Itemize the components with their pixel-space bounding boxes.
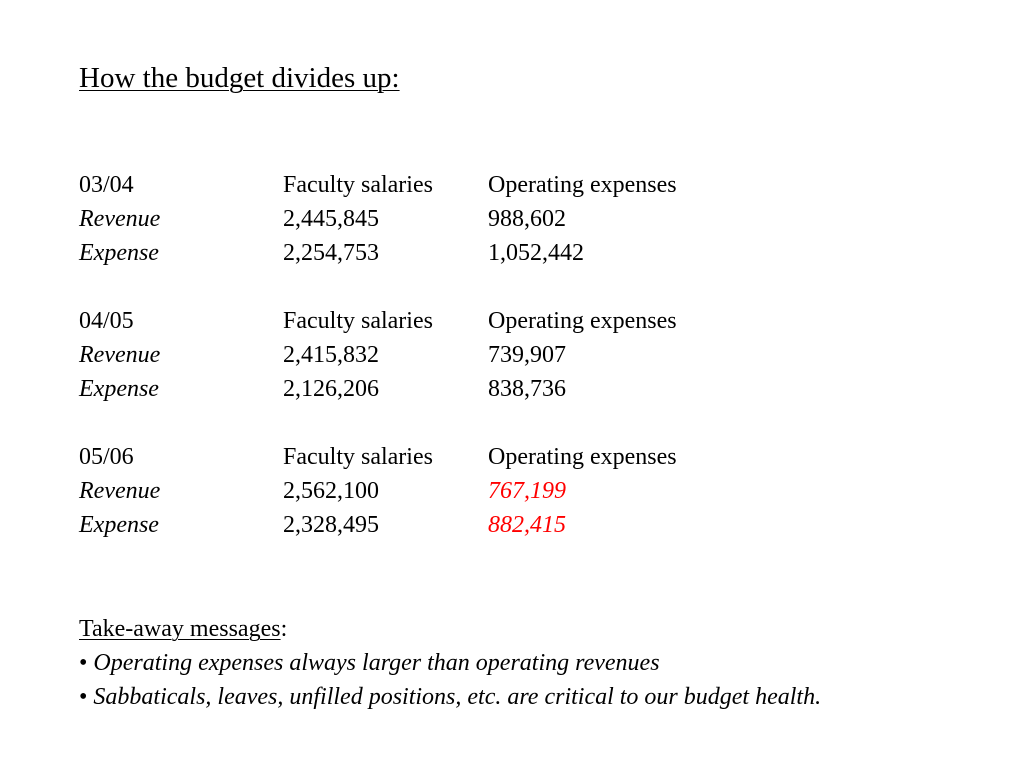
revenue-faculty-salaries-value: 2,445,845	[283, 206, 379, 232]
takeaway-heading-line	[79, 612, 999, 646]
revenue-operating-value: 988,602	[488, 206, 566, 232]
expense-label: Expense	[79, 240, 159, 266]
expense-row	[79, 372, 779, 406]
takeaway-item	[79, 680, 999, 714]
revenue-row	[79, 202, 779, 236]
year-header-row	[79, 304, 779, 338]
revenue-operating-value: 739,907	[488, 342, 566, 368]
revenue-faculty-salaries-value: 2,562,100	[283, 478, 379, 504]
expense-operating-value: 838,736	[488, 376, 566, 402]
bullet-icon: •	[79, 684, 88, 710]
expense-row	[79, 236, 779, 270]
revenue-row	[79, 474, 779, 508]
column-header-operating-expenses: Operating expenses	[488, 308, 677, 334]
year-label: 04/05	[79, 308, 134, 334]
takeaway-heading: Take-away messages	[79, 616, 281, 642]
page-title: How the budget divides up:	[79, 62, 400, 94]
takeaway-section	[79, 612, 999, 714]
expense-label: Expense	[79, 376, 159, 402]
budget-year-block	[79, 304, 779, 406]
bullet-icon: •	[79, 650, 88, 676]
takeaway-colon: :	[280, 616, 288, 642]
takeaway-item-text: Sabbaticals, leaves, unfilled positions, etc. are critical to our budget health.	[93, 684, 822, 710]
revenue-faculty-salaries-value: 2,415,832	[283, 342, 379, 368]
revenue-operating-value-highlighted: 767,199	[488, 478, 566, 504]
year-header-row	[79, 440, 779, 474]
column-header-operating-expenses: Operating expenses	[488, 172, 677, 198]
budget-year-block	[79, 168, 779, 270]
column-header-operating-expenses: Operating expenses	[488, 444, 677, 470]
takeaway-item	[79, 646, 999, 680]
expense-operating-value-highlighted: 882,415	[488, 512, 566, 538]
expense-row	[79, 508, 779, 542]
expense-operating-value: 1,052,442	[488, 240, 584, 266]
revenue-label: Revenue	[79, 342, 161, 368]
year-label: 03/04	[79, 172, 134, 198]
column-header-faculty-salaries: Faculty salaries	[283, 444, 433, 470]
expense-faculty-salaries-value: 2,254,753	[283, 240, 379, 266]
year-header-row	[79, 168, 779, 202]
expense-faculty-salaries-value: 2,126,206	[283, 376, 379, 402]
budget-year-block	[79, 440, 779, 542]
year-label: 05/06	[79, 444, 134, 470]
expense-label: Expense	[79, 512, 159, 538]
revenue-label: Revenue	[79, 478, 161, 504]
expense-faculty-salaries-value: 2,328,495	[283, 512, 379, 538]
revenue-label: Revenue	[79, 206, 161, 232]
column-header-faculty-salaries: Faculty salaries	[283, 308, 433, 334]
revenue-row	[79, 338, 779, 372]
column-header-faculty-salaries: Faculty salaries	[283, 172, 433, 198]
takeaway-item-text: Operating expenses always larger than operating revenues	[93, 650, 660, 676]
